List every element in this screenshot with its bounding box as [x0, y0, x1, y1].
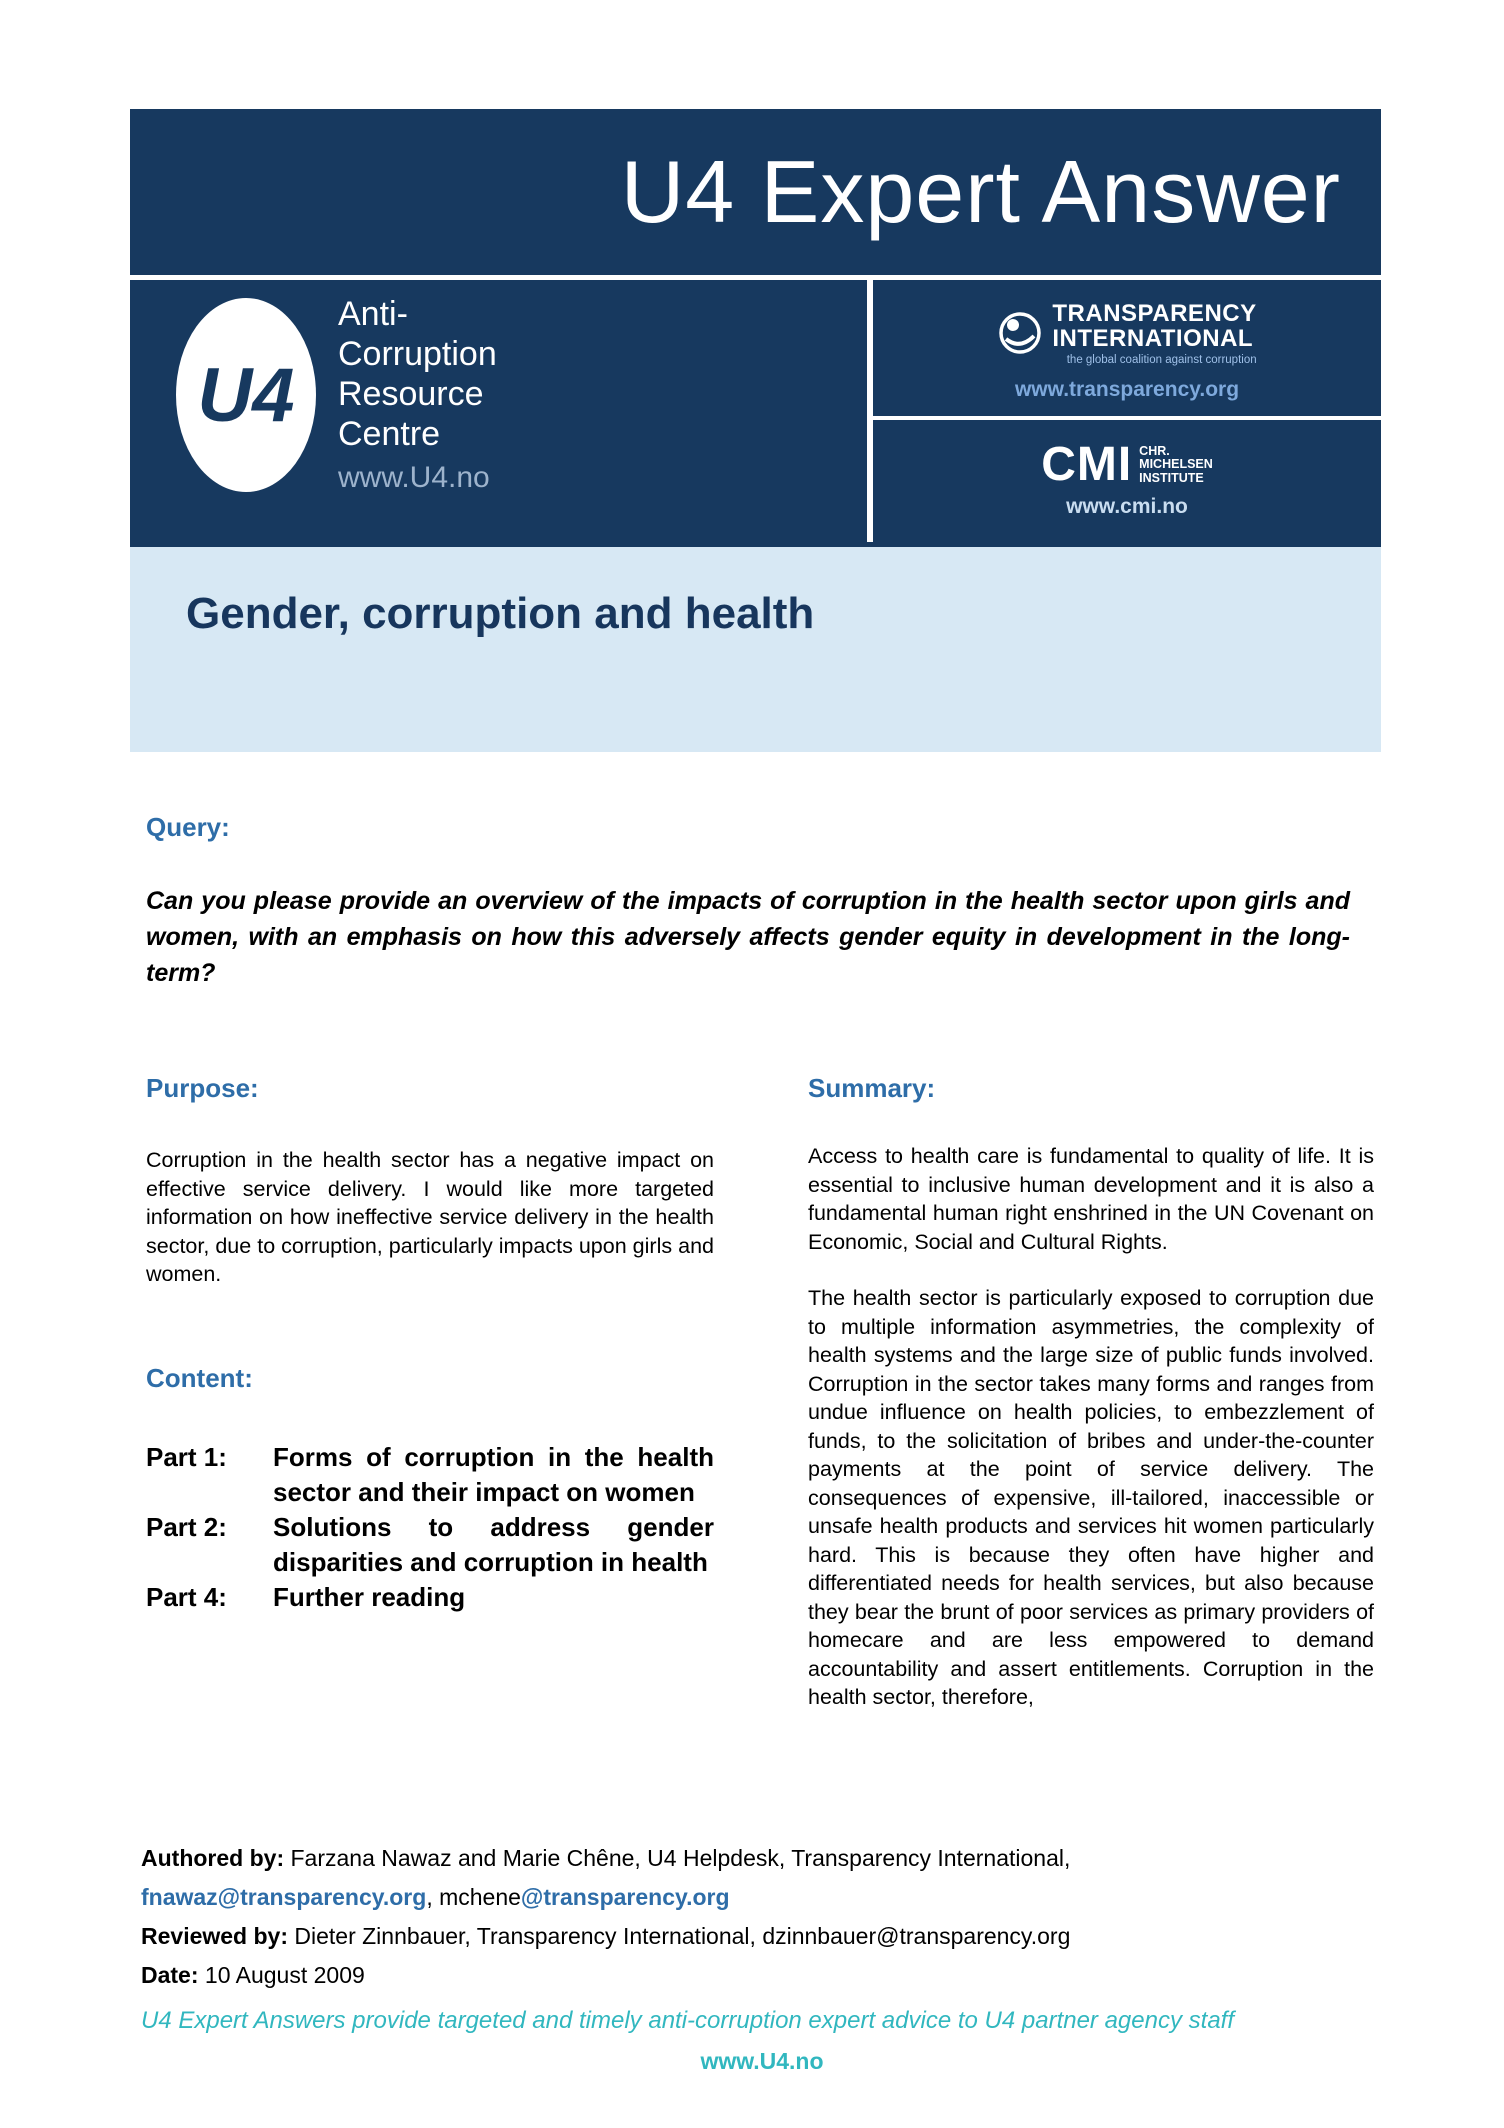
header-title-band [130, 109, 1381, 280]
footer-tagline: U4 Expert Answers provide targeted and timely anti-corruption expert advice to U4 partner agency staff [141, 2007, 1234, 2034]
left-column [146, 1073, 714, 1712]
content-list-item [146, 1510, 714, 1580]
ti-name-line: TRANSPARENCY [1052, 299, 1257, 327]
author-emails-line [141, 1882, 1383, 1912]
transparency-international-block [873, 280, 1381, 420]
right-column [808, 1073, 1374, 1712]
cmi-logo [1041, 438, 1213, 491]
ti-name-line: INTERNATIONAL [1052, 324, 1254, 352]
summary-paragraph: The health sector is particularly exposed to corruption due to multiple information asymmetries, the complexity of health systems and the large size of public funds involved. Corruption in the sector takes many forms and ranges from undue influence on health policies, to embezzlement of funds, to the solicitation of bribes and under-the-counter payments at the point of service delivery. The consequences of expensive, ill-tailored, inaccessible or unsafe health products and services hit women particularly hard. This is because they often have higher and differentiated needs for health services, but also because they bear the brunt of poor services as primary providers of homecare and are less empowered to demand accountability and assert entitlements. Corruption in the health sector, therefore, [808, 1286, 1374, 1709]
cmi-institute-line: CHR. [1139, 443, 1170, 458]
content-heading: Content: [146, 1362, 253, 1393]
ti-url-link[interactable]: www.transparency.org [1014, 377, 1240, 401]
cmi-block [873, 420, 1381, 542]
content-item-label: Part 1: [146, 1441, 227, 1472]
ti-wordmark [1052, 301, 1256, 366]
date-line [141, 1960, 1383, 1990]
content-item-label: Part 2: [146, 1511, 227, 1542]
date-value: 10 August 2009 [204, 1962, 365, 1988]
two-column-layout [146, 1073, 1378, 1712]
ti-tagline: the global coalition against corruption [1066, 353, 1257, 366]
header [130, 109, 1381, 547]
author-email-link[interactable]: fnawaz@transparency.org [141, 1884, 427, 1910]
ti-logo-row [997, 301, 1256, 366]
u4-logo-block [130, 280, 867, 542]
content-item-text: Solutions to address gender disparities and corruption in health [273, 1511, 714, 1577]
header-logo-row [130, 280, 1381, 542]
summary-paragraph: Access to health care is fundamental to quality of life. It is essential to inclusive human development and it is also a fundamental human right enshrined in the UN Covenant on Economic, Social and Cultural Rights. [808, 1144, 1374, 1254]
reviewed-by-line [141, 1921, 1383, 1951]
footer [141, 1843, 1383, 2075]
u4-name-line: Anti- [338, 295, 408, 333]
authored-by-text: Farzana Nawaz and Marie Chêne, U4 Helpdesk, Transparency International, [290, 1845, 1071, 1871]
purpose-text: Corruption in the health sector has a negative impact on effective service delivery. I would like more targeted information on how ineffective service delivery in the health sector, due to corruption, particularly impacts upon girls and women. [146, 1148, 714, 1286]
main-content [146, 812, 1378, 1712]
u4-name-line: Resource [338, 375, 484, 413]
authored-by-label: Authored by: [141, 1845, 285, 1871]
page-title: Gender, corruption and health [186, 589, 815, 638]
u4-name-line: Corruption [338, 335, 497, 373]
query-heading: Query: [146, 812, 230, 842]
cmi-institute-line: INSTITUTE [1139, 470, 1204, 485]
footer-url-link[interactable]: www.U4.no [700, 2048, 824, 2074]
reviewed-by-label: Reviewed by: [141, 1923, 288, 1949]
summary-heading: Summary: [808, 1073, 936, 1103]
u4-logo-icon [176, 298, 316, 492]
content-list [146, 1440, 714, 1615]
content-list-item [146, 1440, 714, 1510]
purpose-heading: Purpose: [146, 1073, 259, 1103]
date-label: Date: [141, 1962, 199, 1988]
u4-url-link[interactable]: www.U4.no [338, 461, 490, 494]
content-item-text: Forms of corruption in the health sector and their impact on women [273, 1441, 714, 1507]
u4-name-line: Centre [338, 415, 441, 453]
content-list-item [146, 1580, 714, 1615]
u4-name-block [338, 294, 497, 498]
query-text: Can you please provide an overview of the impacts of corruption in the health sector upon girls and women, with an emphasis on how this adversely affects gender equity in development in the long-term? [146, 887, 1350, 987]
reviewed-by-text: Dieter Zinnbauer, Transparency International, dzinnbauer@transparency.org [294, 1923, 1071, 1949]
partner-logos-block [873, 280, 1381, 542]
ti-logo-icon [997, 310, 1043, 356]
authored-by-line [141, 1843, 1383, 1873]
cmi-wordmark: CMI [1041, 438, 1133, 491]
content-item-label: Part 4: [146, 1581, 227, 1612]
publication-title: U4 Expert Answer [620, 142, 1341, 241]
cmi-institute-line: MICHELSEN [1139, 457, 1213, 472]
title-band [130, 547, 1381, 752]
author-email-link[interactable]: @transparency.org [520, 1884, 730, 1910]
content-item-text: Further reading [273, 1581, 466, 1612]
u4-logo-text: U4 [197, 352, 295, 438]
author-email-separator: , mchene [426, 1884, 521, 1910]
cmi-institute-text [1139, 445, 1213, 486]
cmi-url-link[interactable]: www.cmi.no [1066, 495, 1188, 518]
